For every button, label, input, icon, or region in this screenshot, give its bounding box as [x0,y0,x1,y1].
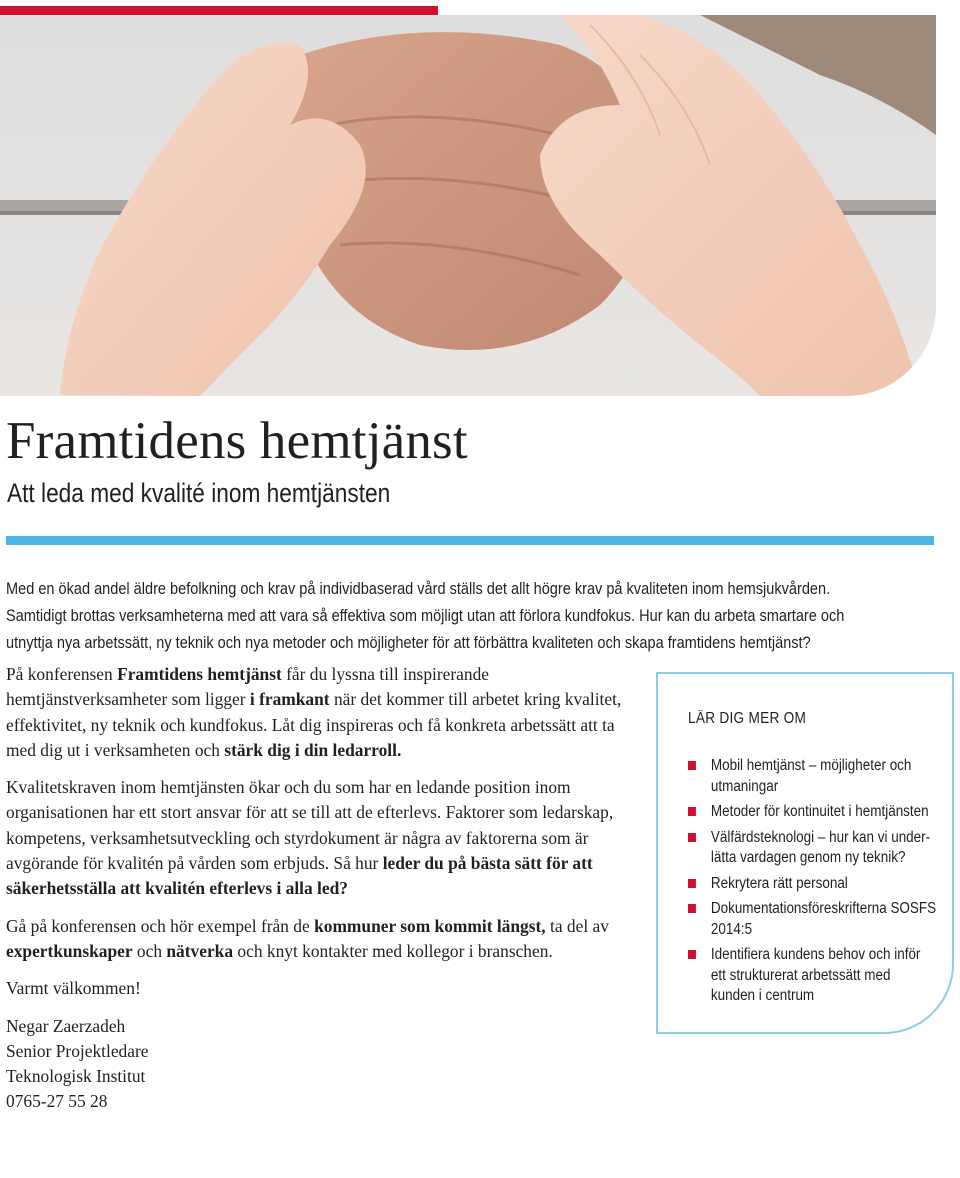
bold-span: expertkunskaper [6,940,133,961]
signature-name: Negar Zaerzadeh [6,1015,126,1036]
signature-org: Teknologisk Institut [6,1066,146,1087]
list-item-line: 2014:5 [710,920,753,938]
body-paragraph-2 [6,775,628,901]
list-item-line: Rekrytera rätt personal [710,874,848,892]
learn-more-heading: LÄR DIG MER OM [688,710,807,727]
bold-span: stärk dig i din ledarroll. [224,739,402,760]
body-text [6,662,628,1115]
learn-more-list [688,756,960,1012]
list-item [688,899,952,940]
list-item-line: lätta vardagen genom ny teknik? [710,849,906,866]
text-span: Gå på konferensen och hör exempel från de [6,915,315,936]
hero-image-hands [0,15,936,396]
bold-span: i framkant [249,689,330,710]
list-item-line: Välfärdsteknologi – hur kan vi under- [710,828,931,846]
page-title: Framtidens hemtjänst [6,412,468,470]
red-square-bullet-icon [688,950,696,959]
list-item [688,802,952,823]
signature-block [6,1014,628,1115]
body-paragraph-3 [6,914,628,965]
page-subtitle: Att leda med kvalité inom hemtjänsten [7,478,391,508]
ingress-line-3: utnyttja nya arbetssätt, ny teknik och nya metoder och möjligheter för att förbättra kvaliteten och skapa framtidens hemtjänst? [6,633,811,652]
red-square-bullet-icon [688,833,696,842]
red-square-bullet-icon [688,879,696,888]
blue-divider-bar [6,536,934,545]
red-accent-bar [0,6,438,15]
body-paragraph-1 [6,662,628,763]
welcome-text: Varmt välkommen! [6,978,141,999]
bold-span: Framtidens hemtjänst [117,664,282,684]
ingress-line-2: Samtidigt brottas verksamheterna med att vara så effektiva som möjligt utan att förlora kundfokus. Hur kan du arbeta smartare och [6,606,845,625]
signature-phone: 0765-27 55 28 [6,1091,108,1112]
text-span: och knyt kontakter med kollegor i branschen. [233,940,553,961]
list-item [688,874,952,895]
ingress-text [6,575,895,656]
list-item-line: Mobil hemtjänst – möjligheter och [710,757,912,774]
list-item-line: Metoder för kontinuitet i hemtjänsten [710,803,929,820]
red-square-bullet-icon [688,761,696,770]
bold-span: kommuner som kommit längst, [314,915,546,936]
ingress-line-1: Med en ökad andel äldre befolkning och krav på individbaserad vård ställs det allt högre krav på kvaliteten inom hemsjukvården. [6,579,831,598]
list-item [688,945,952,1007]
list-item-line: utmaningar [710,777,779,795]
bold-span: nätverka [166,940,234,961]
text-span: ta del av [545,915,609,936]
list-item [688,828,952,869]
red-square-bullet-icon [688,807,696,816]
bold-span: leder du på bästa sätt för att säkerhetsställa att kvalitén efterlevs i alla led? [6,853,593,899]
list-item-line: Dokumentationsföreskrifterna SOSFS [710,900,937,917]
text-span: och [132,940,167,961]
list-item [688,756,952,797]
text-span: På konferensen [6,664,118,684]
signature-role: Senior Projektledare [6,1040,149,1061]
red-square-bullet-icon [688,904,696,913]
learn-more-box [656,672,954,1034]
text-span: när det kommer till arbetet kring kvalitet, effektivitet, ny teknik och kundfokus. Låt dig inspireras och få konkreta arbetssätt att ta med dig ut i verksamheten och [6,689,622,760]
list-item-line: kunden i centrum [710,987,815,1004]
list-item-line: Identifiera kundens behov och inför [710,946,921,963]
list-item-line: ett strukturerat arbetssätt med [710,966,891,984]
text-span: får du lyssna till inspirerande hemtjänstverksamheter som ligger [6,664,489,710]
text-span: Kvalitetskraven inom hemtjänsten ökar och du som har en ledande position inom organisationen har ett stort ansvar för att se till att de efterlevs. Faktorer som ledarskap, kompetens, verksamhetsutveckling och styrdokument är några av faktorerna som är avgörande för kvalitén på vården som erbjuds. Så hur [6,777,614,874]
